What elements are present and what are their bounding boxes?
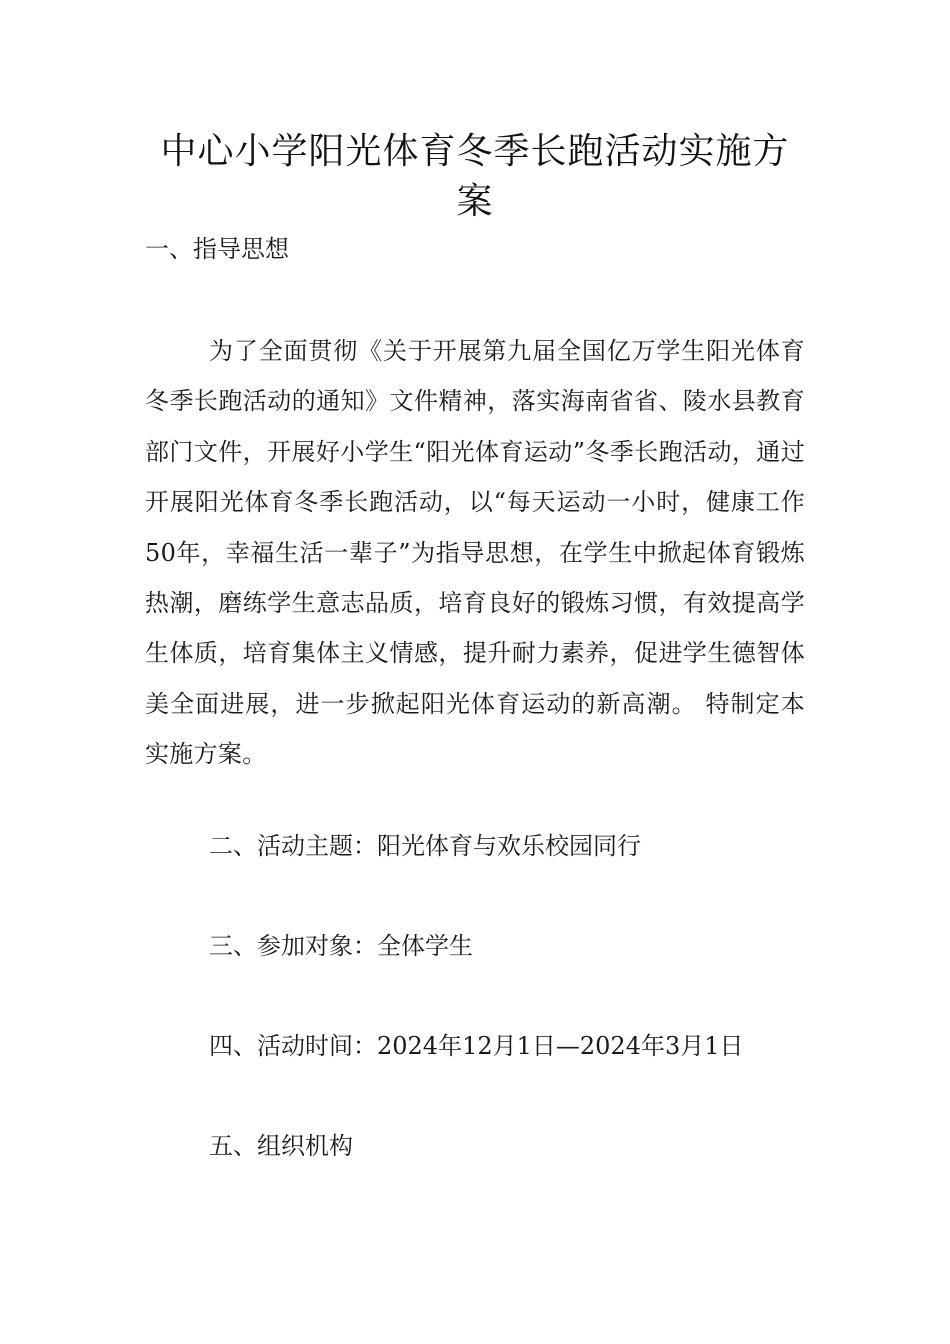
- section-heading-organization: 五、组织机构: [209, 1132, 353, 1160]
- section-heading-activity-time: 四、活动时间：2024年12月1日—2024年3月1日: [209, 1032, 744, 1060]
- guiding-thought-paragraph: 为了全面贯彻《关于开展第九届全国亿万学生阳光体育冬季长跑活动的通知》文件精神，落实海南省省、陵水县教育部门文件，开展好小学生“阳光体育运动”冬季长跑活动，通过开展阳光体育冬季长跑活动，以“每天运动一小时，健康工作50年，幸福生活一辈子”为指导思想，在学生中掀起体育锻炼热潮，磨练学生意志品质，培育良好的锻炼习惯，有效提高学生体质，培育集体主义情感，提升耐力素养，促进学生德智体美全面进展，进一步掀起阳光体育运动的新高潮。 特制定本实施方案。: [145, 337, 805, 769]
- document-title-continued: 案: [456, 181, 494, 222]
- document-title: 中心小学阳光体育冬季长跑活动实施方: [160, 131, 790, 172]
- section-heading-activity-theme: 二、活动主题：阳光体育与欢乐校园同行: [209, 832, 641, 860]
- section-heading-guiding-thought: 一、指导思想: [145, 235, 289, 263]
- section-heading-participants: 三、参加对象：全体学生: [209, 932, 473, 960]
